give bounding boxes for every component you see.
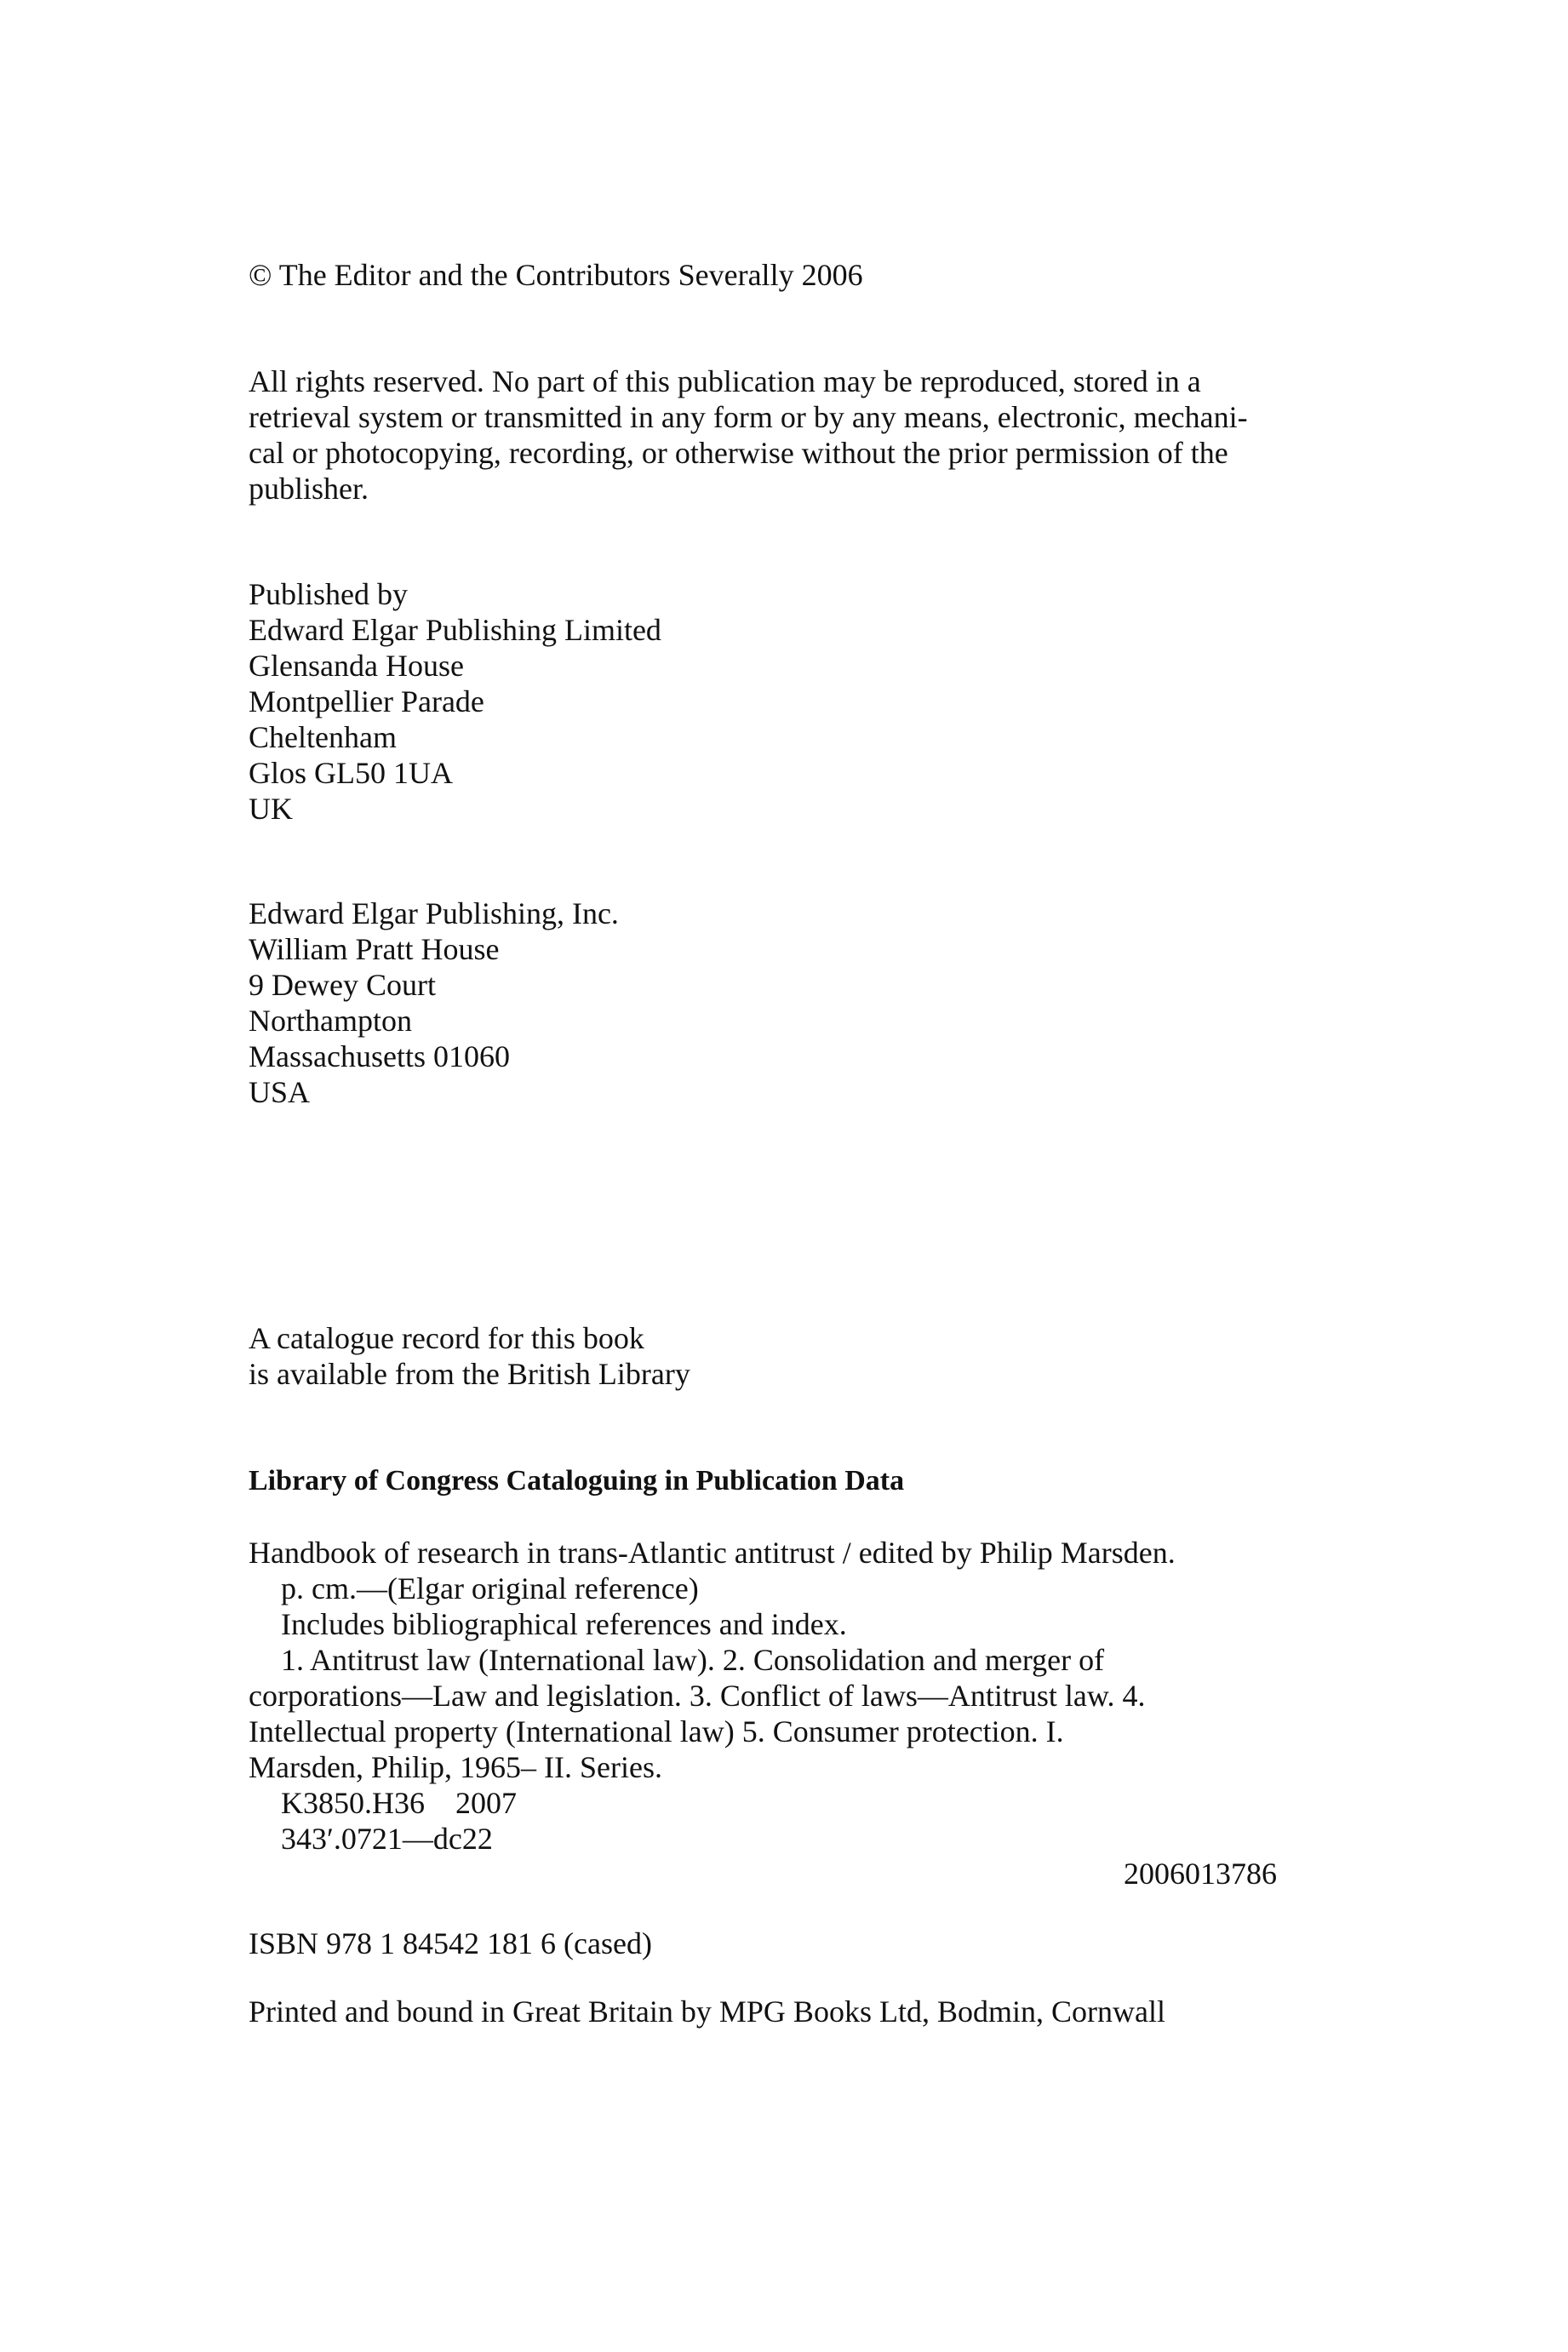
isbn-line: ISBN 978 1 84542 181 6 (cased) [249,1926,652,1960]
lccn-number: 2006013786 [1124,1857,1277,1891]
catalogue-line: is available from the British Library [249,1357,690,1391]
printer-line: Printed and bound in Great Britain by MPG Books Ltd, Bodmin, Cornwall [249,1994,1165,2029]
loc-heading: Library of Congress Cataloguing in Publication Data [249,1465,905,1496]
cip-title-line: Handbook of research in trans-Atlantic antitrust / edited by Philip Marsden. [249,1536,1176,1570]
rights-line: publisher. [249,472,369,506]
rights-line: cal or photocopying, recording, or otherwise without the prior permission of the [249,436,1228,470]
copyright-line: © The Editor and the Contributors Severally 2006 [249,258,863,292]
publisher-uk-address [249,576,1381,827]
cip-subjects-line: Intellectual property (International law) 5. Consumer protection. I. [249,1714,1064,1748]
printer-block [249,1994,1381,2029]
address-line: Published by [249,577,409,611]
address-line: Massachusetts 01060 [249,1039,510,1073]
cip-subjects-line: Marsden, Philip, 1965– II. Series. [249,1750,662,1784]
rights-line: All rights reserved. No part of this publication may be reproduced, stored in a [249,364,1201,398]
cip-call-number: K3850.H36 2007 [281,1786,517,1820]
isbn-block [249,1926,1381,1961]
cip-includes-line: Includes bibliographical references and index. [281,1607,847,1641]
copyright-notice [249,257,1381,293]
cip-subjects-line: 1. Antitrust law (International law). 2. Consolidation and merger of [281,1643,1105,1677]
address-line: Cheltenham [249,720,397,754]
address-line: Northampton [249,1004,412,1038]
cip-series-line: p. cm.—(Elgar original reference) [281,1571,699,1605]
address-line: Montpellier Parade [249,684,484,718]
rights-line: retrieval system or transmitted in any form or by any means, electronic, mechani- [249,400,1248,434]
address-line: UK [249,792,293,826]
address-line: William Pratt House [249,932,500,966]
publisher-us-address [249,896,1381,1110]
address-line: 9 Dewey Court [249,968,436,1002]
cip-subjects-line: corporations—Law and legislation. 3. Conflict of laws—Antitrust law. 4. [249,1679,1146,1713]
address-line: Glos GL50 1UA [249,756,453,790]
address-line: USA [249,1075,311,1109]
cip-dewey: 343′.0721—dc22 [281,1822,493,1856]
address-line: Edward Elgar Publishing Limited [249,613,661,647]
address-line: Glensanda House [249,649,464,683]
loc-heading-block [249,1463,1381,1499]
cip-data [249,1535,1381,1857]
catalogue-line: A catalogue record for this book [249,1321,644,1355]
address-line: Edward Elgar Publishing, Inc. [249,896,619,930]
rights-statement [249,363,1381,506]
british-library-record [249,1320,1381,1392]
